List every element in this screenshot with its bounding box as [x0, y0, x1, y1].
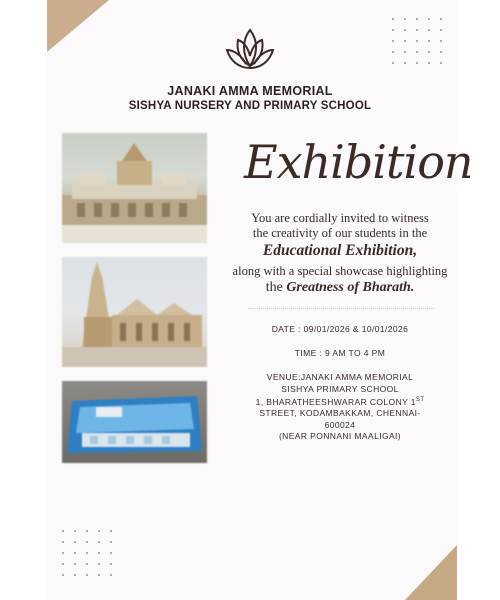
- venue-line-6: (NEAR PONNANI MAALIGAI): [278, 431, 402, 442]
- highlight-line: [222, 280, 458, 296]
- exhibit-photo-1: [62, 133, 207, 243]
- venue-line-3: [220, 395, 460, 408]
- event-time: TIME : 9 AM TO 4 PM: [294, 348, 386, 358]
- invite-text: [222, 211, 458, 241]
- highlight-text: Greatness of Bharath.: [286, 280, 415, 295]
- venue-line-3-text: 1, BHARATHEESHWARAR COLONY 1: [255, 396, 416, 407]
- venue-line-2: SISHYA PRIMARY SCHOOL: [281, 383, 399, 394]
- tape-corner-top-left: [47, 0, 109, 52]
- lotus-icon: [222, 26, 278, 76]
- dot-grid-bottom-left: [62, 530, 112, 576]
- venue-line-5: 600024: [324, 419, 356, 430]
- exhibit-photo-3: [62, 381, 207, 463]
- event-venue: [220, 372, 460, 443]
- exhibition-name: Educational Exhibition,: [262, 242, 418, 259]
- invite-line-1: You are cordially invited to witness: [251, 211, 429, 225]
- divider: [248, 308, 434, 309]
- tape-corner-bottom-right: [405, 545, 457, 600]
- exhibition-title: Exhibition: [244, 135, 473, 189]
- venue-line-1: VENUE:JANAKI AMMA MEMORIAL: [266, 372, 414, 382]
- event-date: DATE : 09/01/2026 & 10/01/2026: [271, 324, 409, 334]
- venue-line-3-sup: ST: [415, 397, 425, 403]
- invite-line-2: the creativity of our students in the: [252, 226, 428, 240]
- showcase-line: along with a special showcase highlighting: [232, 264, 448, 278]
- school-name-line2: SISHYA NURSERY AND PRIMARY SCHOOL: [128, 100, 372, 112]
- school-name-line1: JANAKI AMMA MEMORIAL: [167, 84, 333, 98]
- highlight-prefix: the: [265, 280, 283, 295]
- exhibit-photo-2: [62, 257, 207, 367]
- venue-line-4: STREET, KODAMBAKKAM, CHENNAI-: [259, 408, 421, 419]
- dot-grid-top-right: [392, 18, 442, 64]
